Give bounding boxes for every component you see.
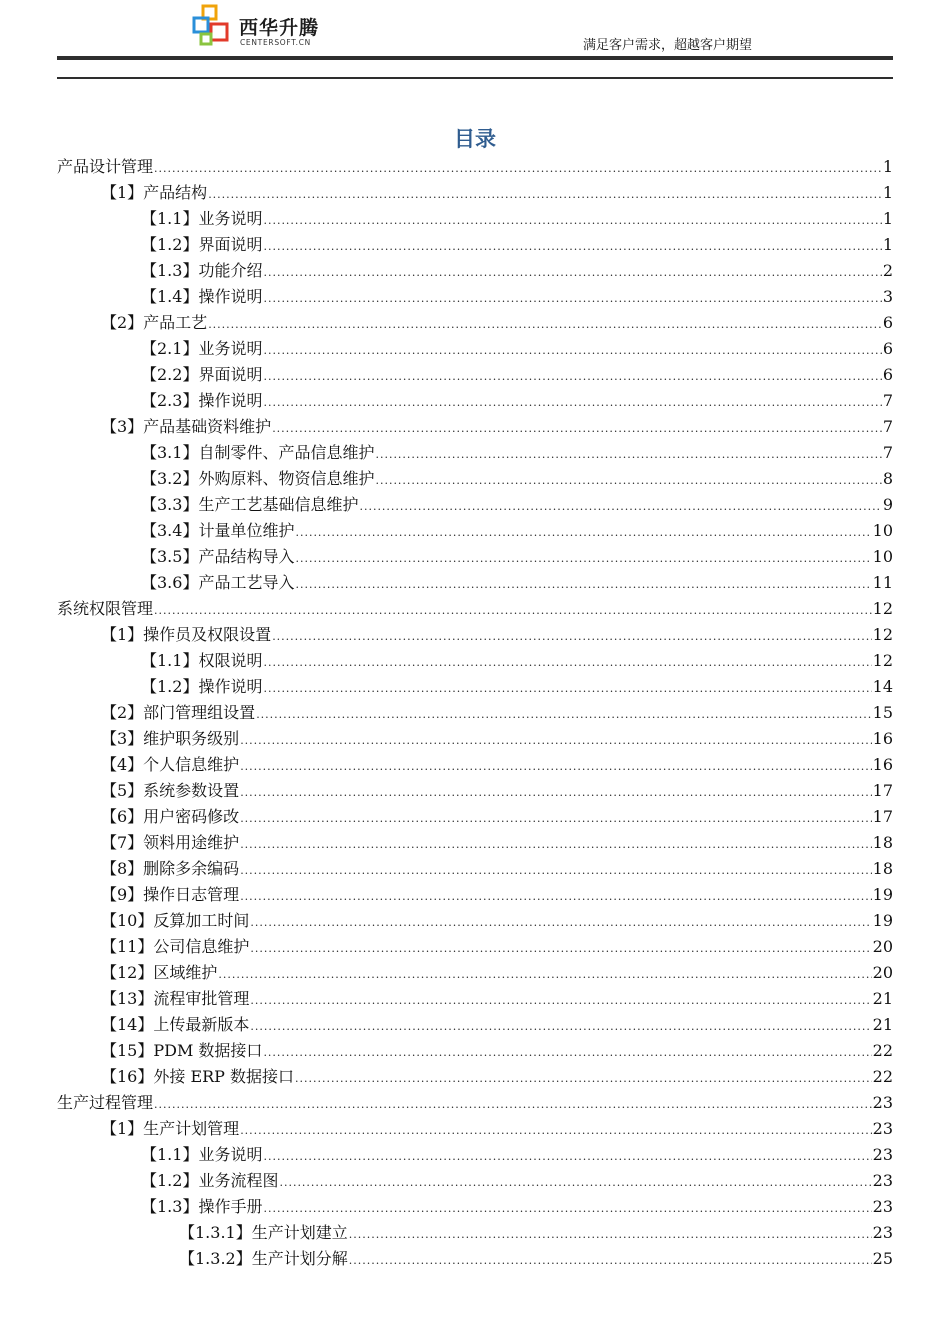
- toc-dot-leader: [263, 260, 881, 286]
- toc-page-number[interactable]: 23: [872, 1197, 893, 1216]
- toc-entry-title[interactable]: 生产过程管理: [57, 1093, 154, 1112]
- toc-entry-title[interactable]: 【1.3】功能介绍: [141, 261, 263, 280]
- toc-entry[interactable]: [57, 336, 893, 362]
- toc-page-number[interactable]: 20: [872, 937, 893, 956]
- toc-dot-leader: [263, 234, 881, 260]
- toc-entry[interactable]: [57, 180, 893, 206]
- toc-entry-title[interactable]: 【2.2】界面说明: [141, 365, 263, 384]
- toc-entry[interactable]: [57, 1246, 893, 1272]
- toc-dot-leader: [272, 624, 871, 650]
- toc-dot-leader: [208, 182, 882, 208]
- toc-entry-title[interactable]: 【13】流程审批管理: [101, 989, 250, 1008]
- toc-entry[interactable]: [57, 1194, 893, 1220]
- toc-page-number[interactable]: 6: [882, 339, 893, 358]
- toc-page-number[interactable]: 15: [872, 703, 893, 722]
- toc-entry-title[interactable]: 产品设计管理: [57, 157, 154, 176]
- toc-entry-title[interactable]: 【2.3】操作说明: [141, 391, 263, 410]
- toc-dot-leader: [154, 1092, 872, 1118]
- toc-dot-leader: [295, 546, 871, 572]
- toc-page-number[interactable]: 23: [872, 1171, 893, 1190]
- toc-entry[interactable]: [57, 492, 893, 518]
- toc-entry-title[interactable]: 【3.5】产品结构导入: [141, 547, 295, 566]
- toc-page-number[interactable]: 9: [882, 495, 893, 514]
- toc-dot-leader: [240, 754, 871, 780]
- toc-entry[interactable]: [57, 908, 893, 934]
- toc-page-number[interactable]: 18: [872, 833, 893, 852]
- toc-entry-title[interactable]: 【1.2】界面说明: [141, 235, 263, 254]
- toc-entry-title[interactable]: 【5】系统参数设置: [101, 781, 240, 800]
- toc-dot-leader: [295, 572, 871, 598]
- toc-dot-leader: [375, 442, 881, 468]
- toc-entry-title[interactable]: 系统权限管理: [57, 599, 154, 618]
- toc-dot-leader: [272, 416, 882, 442]
- toc-entry[interactable]: [57, 362, 893, 388]
- toc-page-number[interactable]: 6: [882, 365, 893, 384]
- toc-page-number[interactable]: 18: [872, 859, 893, 878]
- toc-entry[interactable]: [57, 778, 893, 804]
- toc-page-number[interactable]: 19: [872, 911, 893, 930]
- toc-dot-leader: [154, 156, 882, 182]
- toc-dot-leader: [263, 338, 881, 364]
- page-header: [0, 0, 950, 82]
- toc-entry-title[interactable]: 【1.4】操作说明: [141, 287, 263, 306]
- toc-entry[interactable]: [57, 1142, 893, 1168]
- toc-entry-title[interactable]: 【1.3.2】生产计划分解: [179, 1249, 348, 1268]
- toc-page-number[interactable]: 21: [872, 1015, 893, 1034]
- table-of-contents: [57, 154, 893, 1272]
- toc-page-number[interactable]: 23: [872, 1093, 893, 1112]
- company-logo: [191, 4, 331, 50]
- toc-entry-title[interactable]: 【10】反算加工时间: [101, 911, 250, 930]
- toc-entry-title[interactable]: 【1.3.1】生产计划建立: [179, 1223, 348, 1242]
- toc-page-number[interactable]: 1: [882, 183, 893, 202]
- toc-dot-leader: [240, 832, 871, 858]
- toc-page-number[interactable]: 1: [882, 209, 893, 228]
- toc-dot-leader: [263, 676, 871, 702]
- toc-dot-leader: [240, 780, 871, 806]
- toc-dot-leader: [256, 702, 871, 728]
- toc-entry-title[interactable]: 【3.3】生产工艺基础信息维护: [141, 495, 359, 514]
- toc-dot-leader: [295, 1066, 872, 1092]
- toc-entry-title[interactable]: 【1.2】操作说明: [141, 677, 263, 696]
- toc-entry[interactable]: [57, 1220, 893, 1246]
- toc-page-number[interactable]: 2: [882, 261, 893, 280]
- toc-entry[interactable]: [57, 752, 893, 778]
- toc-entry[interactable]: [57, 830, 893, 856]
- toc-entry[interactable]: [57, 700, 893, 726]
- toc-entry-title[interactable]: 【1.1】权限说明: [141, 651, 263, 670]
- toc-entry-title[interactable]: 【15】PDM 数据接口: [101, 1041, 263, 1060]
- toc-entry-title[interactable]: 【3】维护职务级别: [101, 729, 240, 748]
- logo-mark-icon: [191, 4, 237, 48]
- toc-entry[interactable]: [57, 596, 893, 622]
- toc-dot-leader: [263, 390, 881, 416]
- toc-entry[interactable]: [57, 1064, 893, 1090]
- toc-entry[interactable]: [57, 1090, 893, 1116]
- toc-dot-leader: [240, 884, 871, 910]
- toc-page-number[interactable]: 10: [872, 547, 893, 566]
- header-rule-thick: [57, 56, 893, 60]
- toc-page-number[interactable]: 7: [882, 417, 893, 436]
- logo-name: 西华升腾: [239, 17, 320, 39]
- toc-page-number[interactable]: 12: [872, 651, 893, 670]
- toc-page-number[interactable]: 11: [872, 573, 893, 592]
- toc-entry[interactable]: [57, 544, 893, 570]
- toc-page-number[interactable]: 10: [872, 521, 893, 540]
- toc-dot-leader: [349, 1222, 872, 1248]
- toc-page-number[interactable]: 16: [872, 755, 893, 774]
- toc-entry-title[interactable]: 【9】操作日志管理: [101, 885, 240, 904]
- toc-entry[interactable]: [57, 518, 893, 544]
- toc-entry[interactable]: [57, 232, 893, 258]
- toc-page-number[interactable]: 23: [872, 1145, 893, 1164]
- toc-entry-title[interactable]: 【1.3】操作手册: [141, 1197, 263, 1216]
- toc-entry-title[interactable]: 【3.1】自制零件、产品信息维护: [141, 443, 375, 462]
- toc-page-number[interactable]: 22: [872, 1041, 893, 1060]
- toc-entry[interactable]: [57, 934, 893, 960]
- toc-dot-leader: [250, 910, 871, 936]
- toc-entry[interactable]: [57, 388, 893, 414]
- toc-entry-title[interactable]: 【2】产品工艺: [101, 313, 208, 332]
- toc-entry[interactable]: [57, 674, 893, 700]
- toc-entry-title[interactable]: 【4】个人信息维护: [101, 755, 240, 774]
- toc-entry-title[interactable]: 【1.2】业务流程图: [141, 1171, 279, 1190]
- toc-entry-title[interactable]: 【7】领料用途维护: [101, 833, 240, 852]
- toc-page-number[interactable]: 14: [872, 677, 893, 696]
- toc-dot-leader: [208, 312, 882, 338]
- toc-page-number[interactable]: 22: [872, 1067, 893, 1086]
- logo-website: CENTERSOFT.CN: [240, 38, 311, 47]
- toc-dot-leader: [263, 364, 881, 390]
- toc-entry-title[interactable]: 【6】用户密码修改: [101, 807, 240, 826]
- toc-entry[interactable]: [57, 154, 893, 180]
- toc-dot-leader: [250, 988, 871, 1014]
- toc-entry[interactable]: [57, 414, 893, 440]
- toc-entry[interactable]: [57, 1012, 893, 1038]
- toc-page-number[interactable]: 21: [872, 989, 893, 1008]
- toc-dot-leader: [295, 520, 871, 546]
- header-rule-thin: [57, 77, 893, 79]
- toc-entry-title[interactable]: 【14】上传最新版本: [101, 1015, 250, 1034]
- toc-dot-leader: [359, 494, 881, 520]
- toc-page-number[interactable]: 12: [872, 625, 893, 644]
- toc-entry[interactable]: [57, 310, 893, 336]
- toc-entry[interactable]: [57, 882, 893, 908]
- toc-page-number[interactable]: 6: [882, 313, 893, 332]
- toc-dot-leader: [250, 1014, 871, 1040]
- toc-dot-leader: [218, 962, 871, 988]
- toc-page-number[interactable]: 1: [882, 235, 893, 254]
- toc-entry-title[interactable]: 【16】外接 ERP 数据接口: [101, 1067, 295, 1086]
- toc-page-number[interactable]: 25: [872, 1249, 893, 1268]
- toc-dot-leader: [349, 1248, 872, 1274]
- toc-entry[interactable]: [57, 1038, 893, 1064]
- toc-page-number[interactable]: 12: [872, 599, 893, 618]
- toc-page-number[interactable]: 19: [872, 885, 893, 904]
- toc-entry-title[interactable]: 【11】公司信息维护: [101, 937, 250, 956]
- toc-entry[interactable]: [57, 648, 893, 674]
- toc-entry[interactable]: [57, 804, 893, 830]
- toc-dot-leader: [240, 858, 871, 884]
- toc-entry-title[interactable]: 【2.1】业务说明: [141, 339, 263, 358]
- toc-dot-leader: [263, 1144, 871, 1170]
- toc-page-number[interactable]: 17: [872, 807, 893, 826]
- toc-dot-leader: [263, 1040, 871, 1066]
- toc-page-number[interactable]: 17: [872, 781, 893, 800]
- toc-entry-title[interactable]: 【1】产品结构: [101, 183, 208, 202]
- toc-dot-leader: [154, 598, 872, 624]
- toc-dot-leader: [375, 468, 881, 494]
- toc-entry-title[interactable]: 【3.4】计量单位维护: [141, 521, 295, 540]
- toc-entry-title[interactable]: 【3.6】产品工艺导入: [141, 573, 295, 592]
- toc-dot-leader: [279, 1170, 871, 1196]
- toc-entry-title[interactable]: 【2】部门管理组设置: [101, 703, 256, 722]
- toc-entry-title[interactable]: 【1.1】业务说明: [141, 1145, 263, 1164]
- toc-page-number[interactable]: 3: [882, 287, 893, 306]
- toc-entry-title[interactable]: 【1.1】业务说明: [141, 209, 263, 228]
- toc-page-number[interactable]: 7: [882, 443, 893, 462]
- toc-dot-leader: [240, 728, 871, 754]
- toc-dot-leader: [263, 286, 881, 312]
- toc-page-number[interactable]: 16: [872, 729, 893, 748]
- toc-entry[interactable]: [57, 622, 893, 648]
- toc-dot-leader: [250, 936, 871, 962]
- toc-entry[interactable]: [57, 466, 893, 492]
- toc-dot-leader: [240, 1118, 871, 1144]
- toc-entry[interactable]: [57, 856, 893, 882]
- toc-page-number[interactable]: 1: [882, 157, 893, 176]
- toc-entry[interactable]: [57, 440, 893, 466]
- toc-entry[interactable]: [57, 1168, 893, 1194]
- toc-page-number[interactable]: 23: [872, 1119, 893, 1138]
- toc-entry[interactable]: [57, 986, 893, 1012]
- toc-entry[interactable]: [57, 284, 893, 310]
- toc-entry-title[interactable]: 【1】生产计划管理: [101, 1119, 240, 1138]
- toc-page-number[interactable]: 7: [882, 391, 893, 410]
- toc-page-number[interactable]: 8: [882, 469, 893, 488]
- toc-entry-title[interactable]: 【8】删除多余编码: [101, 859, 240, 878]
- toc-dot-leader: [263, 650, 871, 676]
- toc-dot-leader: [263, 208, 881, 234]
- toc-entry[interactable]: [57, 960, 893, 986]
- toc-entry-title[interactable]: 【3】产品基础资料维护: [101, 417, 272, 436]
- toc-entry-title[interactable]: 【1】操作员及权限设置: [101, 625, 272, 644]
- toc-entry-title[interactable]: 【3.2】外购原料、物资信息维护: [141, 469, 375, 488]
- toc-entry-title[interactable]: 【12】区域维护: [101, 963, 218, 982]
- toc-dot-leader: [240, 806, 871, 832]
- header-slogan: 满足客户需求，超越客户期望: [583, 38, 753, 53]
- toc-entry[interactable]: [57, 726, 893, 752]
- toc-entry[interactable]: [57, 1116, 893, 1142]
- toc-entry[interactable]: [57, 570, 893, 596]
- toc-page-number[interactable]: 23: [872, 1223, 893, 1242]
- toc-entry[interactable]: [57, 206, 893, 232]
- toc-entry[interactable]: [57, 258, 893, 284]
- toc-dot-leader: [263, 1196, 871, 1222]
- toc-page-number[interactable]: 20: [872, 963, 893, 982]
- toc-title: 目录: [454, 127, 496, 151]
